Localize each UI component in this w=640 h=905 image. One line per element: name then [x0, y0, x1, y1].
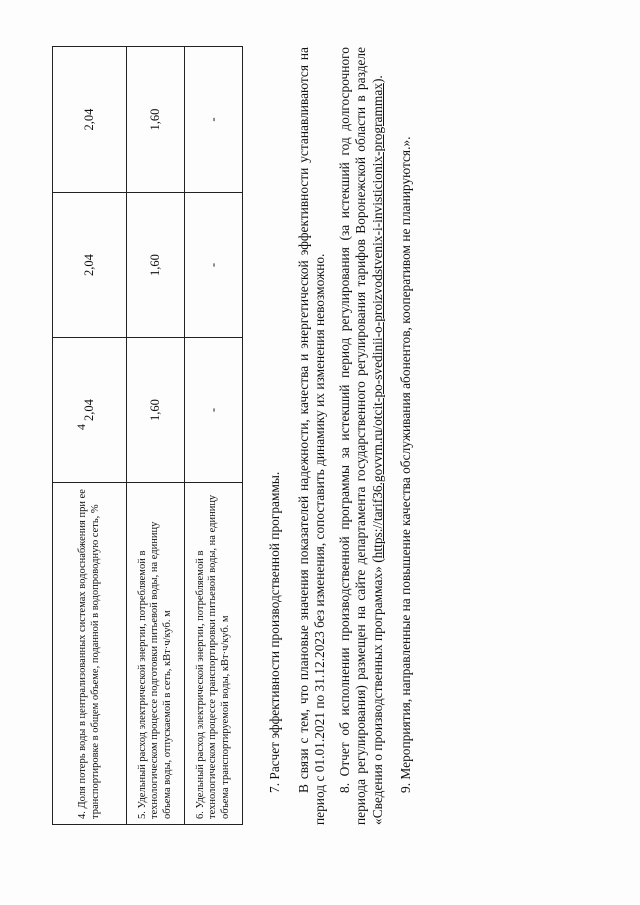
indicator-table — [52, 46, 243, 825]
indicator-name: 6. Удельный расход электрической энергии, потребляемой в технологическом процессе транспортировки питьевой воды, на единицу объема транспортируемой воды, кВт·ч/куб. м — [185, 483, 243, 825]
indicator-value: - — [185, 193, 243, 338]
indicator-value: 2,04 — [53, 338, 127, 483]
document-body — [267, 47, 415, 825]
table-row — [53, 47, 127, 825]
indicator-name: 4. Доля потерь воды в централизованных системах водоснабжения при ее транспортировке в общем объеме, поданной в водопроводную сеть, % — [53, 483, 127, 825]
section-9-text: 9. Мероприятия, направленные на повышение качества обслуживания абонентов, кооперативом не планируются.». — [398, 136, 413, 793]
indicator-name: 5. Удельный расход электрической энергии, потребляемой в технологическом процессе подготовки питьевой воды, на единицу объема воды, отпускаемой в сеть, кВт·ч/куб. м — [127, 483, 185, 825]
indicator-value: 2,04 — [53, 193, 127, 338]
section-7-heading: 7. Расчет эффективности производственной программы. — [267, 471, 282, 793]
indicator-value: - — [185, 338, 243, 483]
section-7-text: В связи с тем, что плановые значения показателей надежности, качества и энергетической эффективности устанавливаются на период с 01.01.2021 по 31.12.2023 без изменения, сопоставить динамику их изменения невозможно. — [295, 47, 327, 825]
page-number: 4 — [74, 424, 88, 430]
production-programs-link[interactable]: https://tarif36.govvrn.ru/otcit-po-svedinii-o-proizvodstvenix-i-invisticionix-programmax — [369, 83, 385, 559]
indicator-value: 1,60 — [127, 338, 185, 483]
indicator-value: 2,04 — [53, 47, 127, 193]
indicator-value: 1,60 — [127, 193, 185, 338]
table-row — [127, 47, 185, 825]
indicator-value: 1,60 — [127, 47, 185, 193]
indicator-value: - — [185, 47, 243, 193]
section-8-paragraph — [337, 47, 387, 825]
section-8-tail: ). — [369, 75, 385, 84]
section-8-text: 8. Отчет об исполнении производственной программы за истекший период регулирования (за истекший год долгосрочного периода регулирования) размещен на сайте департамента государственного регулирования тарифов Воронежской области в разделе «Сведения о производственных программах» ( — [336, 47, 385, 825]
table-row — [185, 47, 243, 825]
